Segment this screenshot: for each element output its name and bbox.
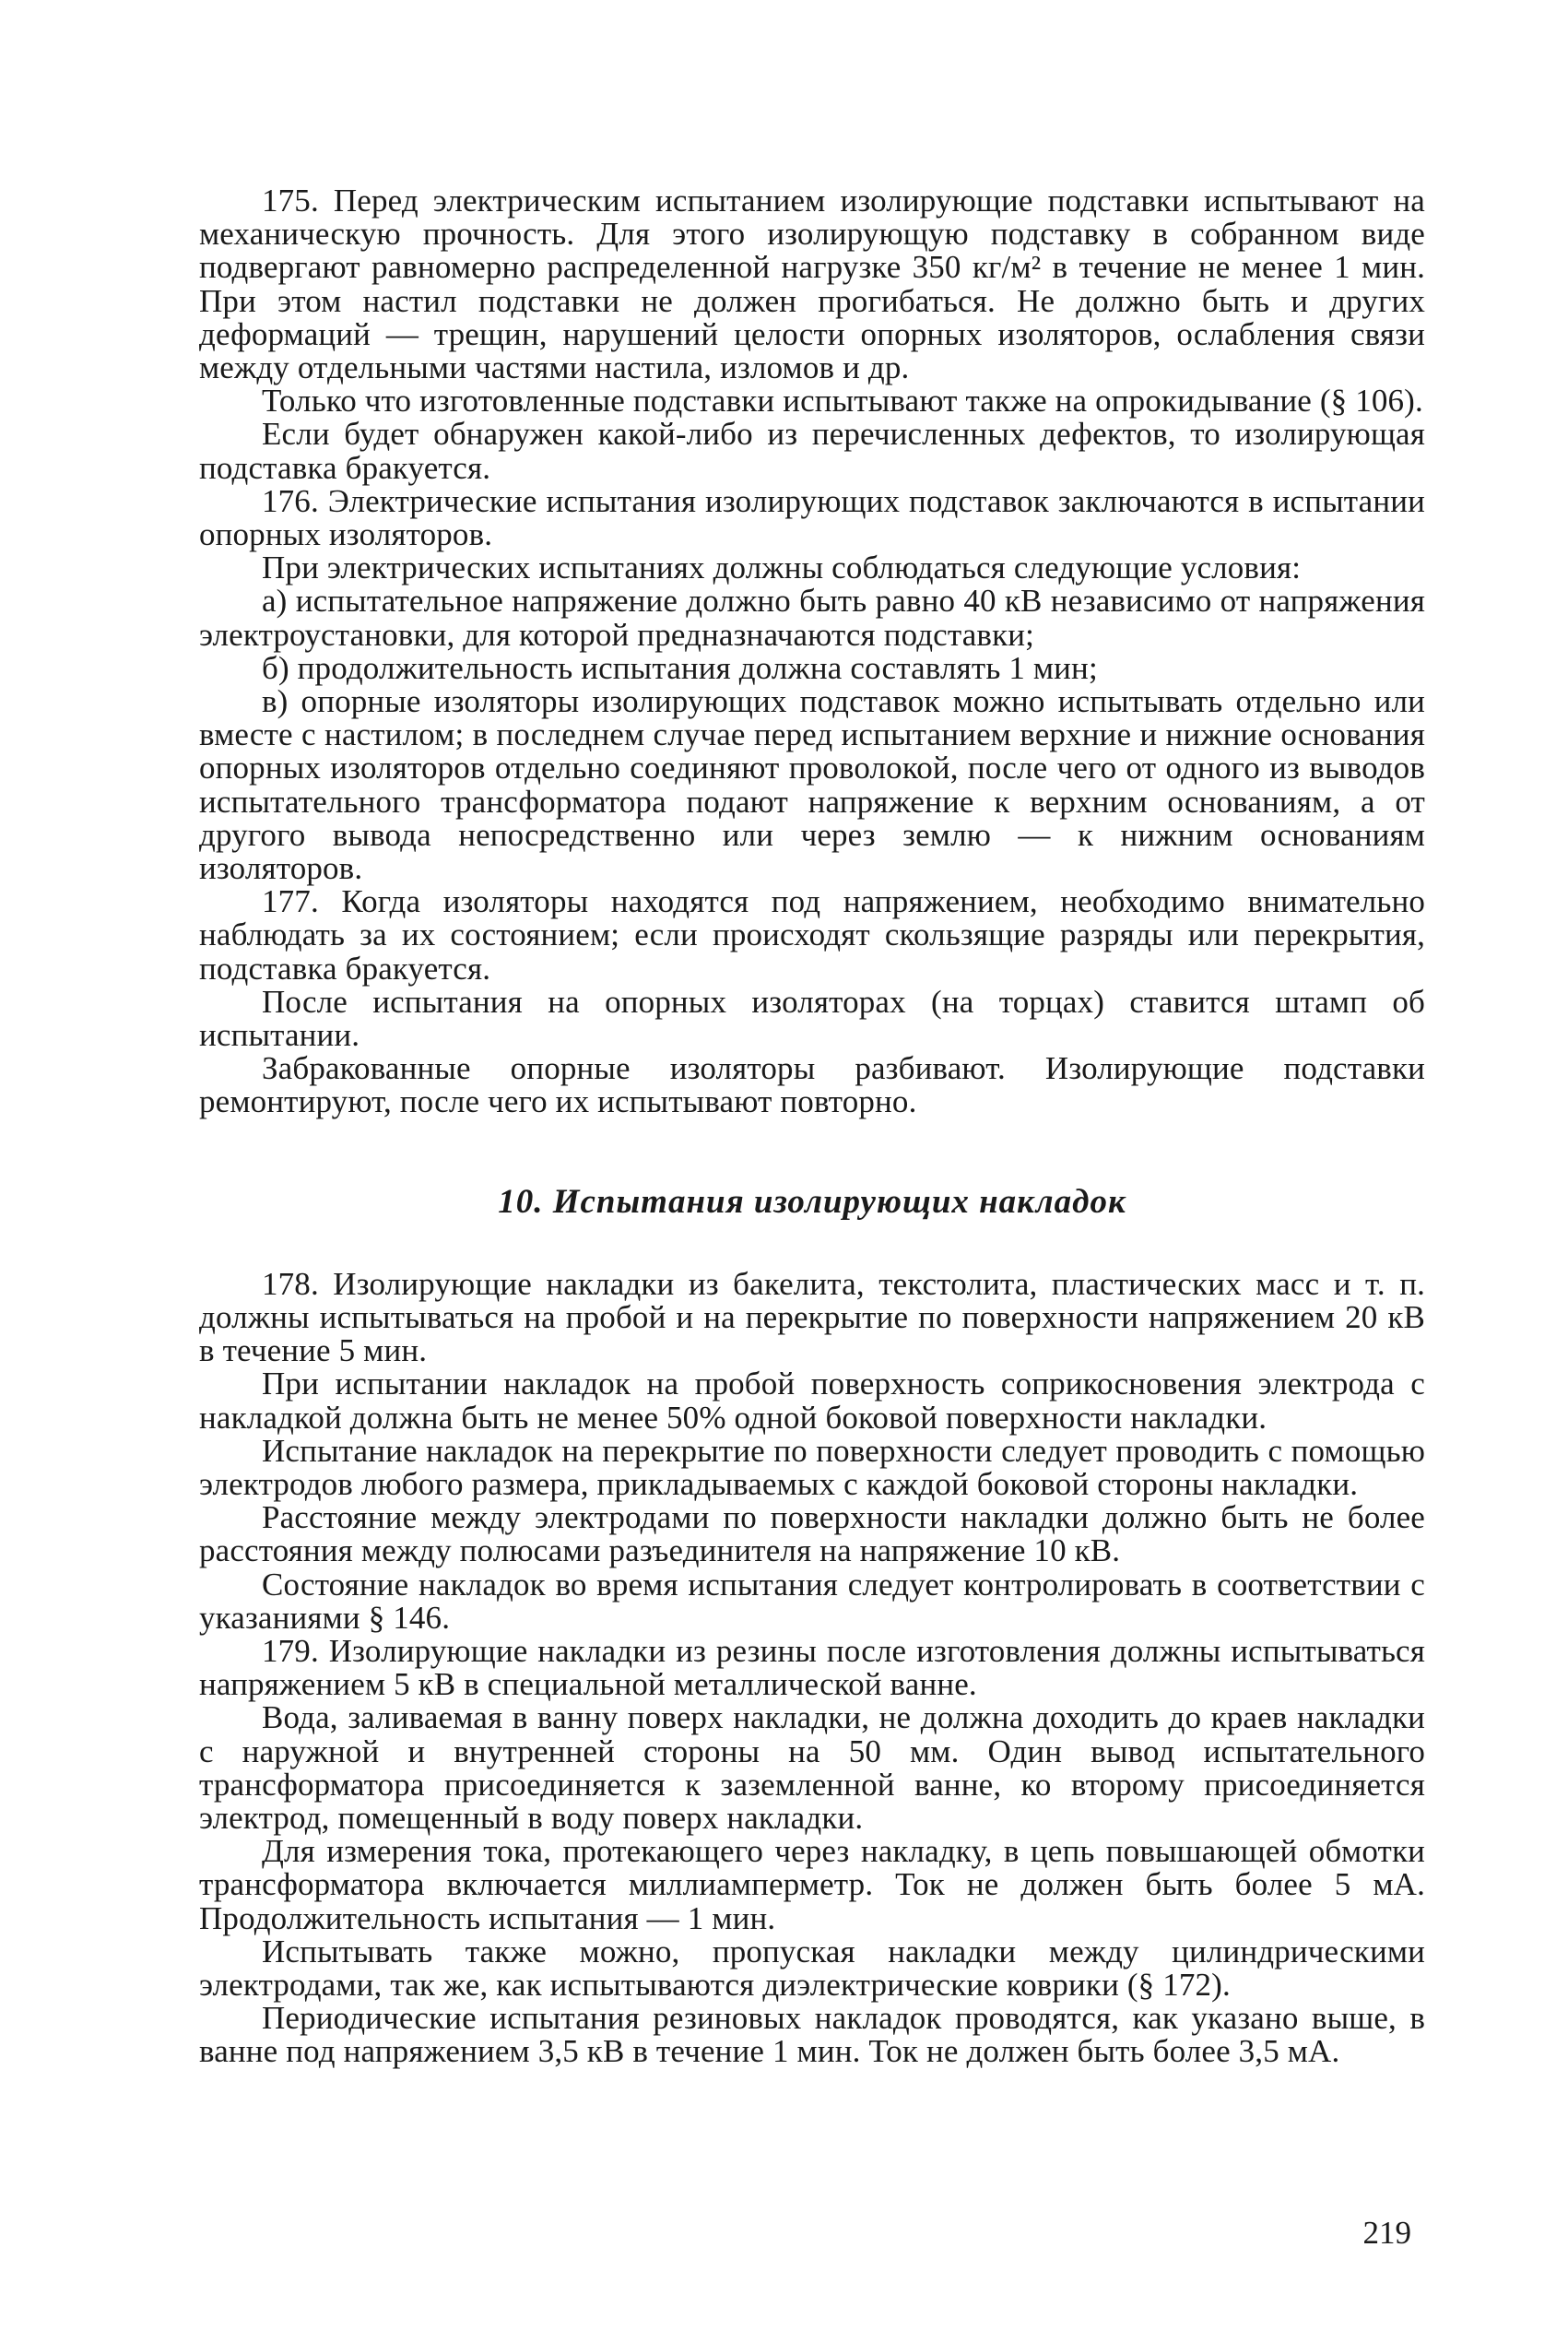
paragraph-defects: Если будет обнаружен какой-либо из перечисленных дефектов, то изолирующая подставка бракуется. bbox=[199, 416, 1425, 486]
paragraph-monitoring: Состояние накладок во время испытания следует контролировать в соответствии с указаниями § 146. bbox=[199, 1566, 1425, 1636]
section-supports bbox=[199, 184, 1425, 1119]
paragraph-condition-a: а) испытательное напряжение должно быть равно 40 кВ независимо от напряжения электроустановки, для которой предназначаются подставки; bbox=[199, 583, 1425, 653]
paragraph-periodic-tests: Периодические испытания резиновых накладок проводятся, как указано выше, в ванне под напряжением 3,5 кВ в течение 1 мин. Ток не должен быть более 3,5 мА. bbox=[199, 2000, 1425, 2070]
page-body bbox=[199, 184, 1425, 2069]
paragraph-176: 176. Электрические испытания изолирующих подставок заключаются в испытании опорных изоляторов. bbox=[199, 482, 1425, 553]
page-number: 219 bbox=[1362, 2215, 1411, 2251]
paragraph-surface-test: Испытание накладок на перекрытие по поверхности следует проводить с помощью электродов любого размера, прикладываемых с каждой боковой стороны накладки. bbox=[199, 1432, 1425, 1502]
paragraph-stamp: После испытания на опорных изоляторах (на торцах) ставится штамп об испытании. bbox=[199, 983, 1425, 1054]
paragraph-rejected: Забракованные опорные изоляторы разбивают. Изолирующие подставки ремонтируют, после чего их испытывают повторно. bbox=[199, 1050, 1425, 1120]
paragraph-water-bath: Вода, заливаемая в ванну поверх накладки, не должна доходить до краев накладки с наружной и внутренней стороны на 50 мм. Один вывод испытательного трансформатора присоединяется к заземленной ванне, ко второму присоединяется электрод, помещенный в воду поверх накладки. bbox=[199, 1699, 1425, 1836]
paragraph-current-measure: Для измерения тока, протекающего через накладку, в цепь повышающей обмотки трансформатора включается миллиамперметр. Ток не должен быть более 5 мА. Продолжительность испытания — 1 мин. bbox=[199, 1833, 1425, 1936]
paragraph-tipping-test: Только что изготовленные подставки испытывают также на опрокидывание (§ 106). bbox=[262, 383, 1423, 420]
paragraph-175: 175. Перед электрическим испытанием изолирующие подставки испытывают на механическую прочность. Для этого изолирующую подставку в собранном виде подвергают равномерно распределенной нагрузке 350 кг/м² в течение не менее 1 мин. При этом настил подставки не должен прогибаться. Не должно быть и других деформаций — трещин, нарушений целости опорных изоляторов, ослабления связи между отдельными частями настила, изломов и др. bbox=[199, 183, 1425, 386]
paragraph-breakdown-test: При испытании накладок на пробой поверхность соприкосновения электрода с накладкой должна быть не менее 50% одной боковой поверхности накладки. bbox=[199, 1366, 1425, 1436]
section-pads bbox=[199, 1265, 1425, 2070]
paragraph-179: 179. Изолирующие накладки из резины после изготовления должны испытываться напряжением 5 кВ в специальной металлической ванне. bbox=[199, 1632, 1425, 1703]
paragraph-conditions: При электрических испытаниях должны соблюдаться следующие условия: bbox=[262, 550, 1302, 586]
section-heading: 10. Испытания изолирующих накладок bbox=[498, 1182, 1126, 1221]
paragraph-cylinder-electrodes: Испытывать также можно, пропуская накладки между цилиндрическими электродами, так же, как испытываются диэлектрические коврики (§ 172). bbox=[199, 1933, 1425, 2003]
paragraph-condition-b: б) продолжительность испытания должна составлять 1 мин; bbox=[262, 649, 1098, 686]
paragraph-electrode-distance: Расстояние между электродами по поверхности накладки должно быть не более расстояния между полюсами разъединителя на напряжение 10 кВ. bbox=[199, 1499, 1425, 1569]
paragraph-177: 177. Когда изоляторы находятся под напряжением, необходимо внимательно наблюдать за их состоянием; если происходят скользящие разряды или перекрытия, подставка бракуется. bbox=[199, 883, 1425, 987]
paragraph-condition-c: в) опорные изоляторы изолирующих подставок можно испытывать отдельно или вместе с настилом; в последнем случае перед испытанием верхние и нижние основания опорных изоляторов отдельно соединяют проволокой, после чего от одного из выводов испытательного трансформатора подают напряжение к верхним основаниям, а от другого вывода непосредственно или через землю — к нижним основаниям изоляторов. bbox=[199, 683, 1425, 887]
paragraph-178: 178. Изолирующие накладки из бакелита, текстолита, пластических масс и т. п. должны испытываться на пробой и на перекрытие по поверхности напряжением 20 кВ в течение 5 мин. bbox=[199, 1265, 1425, 1369]
